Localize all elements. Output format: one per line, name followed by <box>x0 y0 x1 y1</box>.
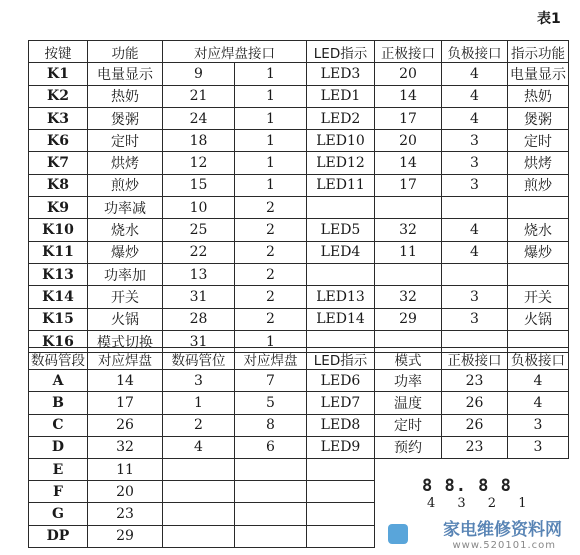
table-cell: K2 <box>29 85 88 107</box>
header-cell: 负极接口 <box>508 348 569 370</box>
table-cell <box>508 197 569 219</box>
table-cell: 定时 <box>508 130 569 152</box>
table-cell: 热奶 <box>508 85 569 107</box>
table-cell: 4 <box>163 436 235 458</box>
table-cell: E <box>29 458 88 480</box>
table-cell: 31 <box>163 286 235 308</box>
table-cell: 7 <box>235 370 307 392</box>
table-cell: 爆炒 <box>508 241 569 263</box>
table-caption: 表1 <box>537 11 561 27</box>
table-row <box>29 241 569 263</box>
seven-segment-digits: 8 8. 8 8 <box>422 476 512 496</box>
table-row <box>29 392 569 414</box>
table-cell <box>163 525 235 547</box>
table-cell: 12 <box>163 152 235 174</box>
table-row <box>29 130 569 152</box>
table-cell: 1 <box>163 392 235 414</box>
table-cell: 32 <box>375 219 442 241</box>
table-row <box>29 436 569 458</box>
table-cell: 2 <box>235 308 307 330</box>
table-cell: 4 <box>442 85 508 107</box>
table-cell: 3 <box>508 414 569 436</box>
table-cell: 26 <box>442 392 508 414</box>
table-cell: 3 <box>442 308 508 330</box>
table-cell: K9 <box>29 197 88 219</box>
header-cell: 对应焊盘 <box>88 348 163 370</box>
table-cell: 23 <box>88 503 163 525</box>
table-cell: 32 <box>375 286 442 308</box>
table-cell: 31 <box>163 330 235 352</box>
table-cell: K14 <box>29 286 88 308</box>
table-cell: D <box>29 436 88 458</box>
table-cell: LED11 <box>307 174 375 196</box>
table-cell: 定时 <box>375 414 442 436</box>
table-cell: 17 <box>375 174 442 196</box>
table-cell: C <box>29 414 88 436</box>
table-cell: 热奶 <box>88 85 163 107</box>
table-cell: K7 <box>29 152 88 174</box>
table-cell: 1 <box>235 130 307 152</box>
table-cell: 15 <box>163 174 235 196</box>
table-cell: G <box>29 503 88 525</box>
header-cell: 对应焊盘接口 <box>163 41 307 63</box>
table-row <box>29 414 569 436</box>
table-cell: 29 <box>88 525 163 547</box>
table-cell: 4 <box>508 392 569 414</box>
table-row <box>29 197 569 219</box>
table-cell: K3 <box>29 107 88 129</box>
table-cell: 煲粥 <box>88 107 163 129</box>
table-row <box>29 370 569 392</box>
table-cell: 2 <box>235 241 307 263</box>
table-row <box>29 263 569 285</box>
table-cell: 1 <box>235 152 307 174</box>
table-cell: LED1 <box>307 85 375 107</box>
table-cell: 功率加 <box>88 263 163 285</box>
table-cell: 烘烤 <box>508 152 569 174</box>
table-cell: 17 <box>375 107 442 129</box>
header-row <box>29 348 569 370</box>
table-cell: K1 <box>29 63 88 85</box>
table-cell: 23 <box>442 370 508 392</box>
table-row <box>29 286 569 308</box>
table-cell: 1 <box>235 174 307 196</box>
table-cell: 14 <box>375 152 442 174</box>
table-cell <box>307 458 375 480</box>
table-cell: 预约 <box>375 436 442 458</box>
table-cell: A <box>29 370 88 392</box>
table-cell: 11 <box>88 458 163 480</box>
table-cell: F <box>29 481 88 503</box>
table-cell: 20 <box>375 130 442 152</box>
table-cell: 13 <box>163 263 235 285</box>
watermark-text: 家电维修资料网 <box>443 520 562 540</box>
table-cell <box>307 503 375 525</box>
table-cell: K13 <box>29 263 88 285</box>
header-row <box>29 41 569 63</box>
table-cell: 9 <box>163 63 235 85</box>
header-cell: 数码管段 <box>29 348 88 370</box>
header-cell: 负极接口 <box>442 41 508 63</box>
header-cell: LED指示 <box>307 41 375 63</box>
table-cell: K10 <box>29 219 88 241</box>
table-cell: LED14 <box>307 308 375 330</box>
table-cell: 模式切换 <box>88 330 163 352</box>
table-cell: DP <box>29 525 88 547</box>
table-row <box>29 308 569 330</box>
header-cell: 模式 <box>375 348 442 370</box>
table-cell <box>442 263 508 285</box>
table-cell: 18 <box>163 130 235 152</box>
table-cell: 28 <box>163 308 235 330</box>
table-cell: 功率 <box>375 370 442 392</box>
table-cell: 3 <box>442 286 508 308</box>
table-cell <box>307 481 375 503</box>
table-cell <box>508 263 569 285</box>
table-row <box>29 85 569 107</box>
table-cell: 3 <box>442 174 508 196</box>
table-cell <box>163 458 235 480</box>
table-cell: 2 <box>235 219 307 241</box>
table-cell: 11 <box>375 241 442 263</box>
table-cell: 煎炒 <box>508 174 569 196</box>
header-cell: 对应焊盘 <box>235 348 307 370</box>
table-row <box>29 152 569 174</box>
table-cell: LED12 <box>307 152 375 174</box>
table-cell: K6 <box>29 130 88 152</box>
table-cell: 2 <box>163 414 235 436</box>
table-cell <box>235 458 307 480</box>
table-cell: 1 <box>235 107 307 129</box>
table-row <box>29 63 569 85</box>
table-cell: K11 <box>29 241 88 263</box>
table-cell: 1 <box>235 85 307 107</box>
table-cell: 10 <box>163 197 235 219</box>
table-cell: 6 <box>235 436 307 458</box>
table-cell: 32 <box>88 436 163 458</box>
table-cell: 20 <box>88 481 163 503</box>
table-cell: LED9 <box>307 436 375 458</box>
table-cell: 煎炒 <box>88 174 163 196</box>
table-cell <box>375 263 442 285</box>
table-cell: 8 <box>235 414 307 436</box>
table-cell: 火锅 <box>88 308 163 330</box>
table-cell: 23 <box>442 436 508 458</box>
table-cell <box>235 503 307 525</box>
table-cell <box>375 197 442 219</box>
table-cell <box>307 525 375 547</box>
table-cell: 开关 <box>508 286 569 308</box>
table-cell: 功率减 <box>88 197 163 219</box>
header-cell: LED指示 <box>307 348 375 370</box>
table-cell: LED3 <box>307 63 375 85</box>
key-led-table <box>28 40 569 353</box>
table-cell: 爆炒 <box>88 241 163 263</box>
table-cell <box>307 197 375 219</box>
table-cell: 21 <box>163 85 235 107</box>
table-cell: 4 <box>442 107 508 129</box>
table-cell: 26 <box>442 414 508 436</box>
table-cell: 烧水 <box>508 219 569 241</box>
digit-display-figure <box>370 462 568 554</box>
header-cell: 正极接口 <box>375 41 442 63</box>
table-cell: 4 <box>508 370 569 392</box>
table-cell: 烘烤 <box>88 152 163 174</box>
table-cell: LED8 <box>307 414 375 436</box>
table-cell <box>235 525 307 547</box>
table-cell: 温度 <box>375 392 442 414</box>
table-cell: K16 <box>29 330 88 352</box>
table-row <box>29 219 569 241</box>
table-cell: 2 <box>235 286 307 308</box>
table-cell: 电量显示 <box>508 63 569 85</box>
table-cell: 2 <box>235 197 307 219</box>
table-cell: 17 <box>88 392 163 414</box>
table-cell: 24 <box>163 107 235 129</box>
table-cell: 火锅 <box>508 308 569 330</box>
table-cell: 3 <box>508 436 569 458</box>
table-cell: 电量显示 <box>88 63 163 85</box>
table-cell: 22 <box>163 241 235 263</box>
table-cell: 1 <box>235 330 307 352</box>
table-cell: 4 <box>442 241 508 263</box>
table-cell: 29 <box>375 308 442 330</box>
table-cell: 烧水 <box>88 219 163 241</box>
table-cell: 5 <box>235 392 307 414</box>
table-cell: LED13 <box>307 286 375 308</box>
digit-position-labels: 4 3 2 1 <box>427 496 536 511</box>
table-cell: LED5 <box>307 219 375 241</box>
table-cell: LED7 <box>307 392 375 414</box>
header-cell: 数码管位 <box>163 348 235 370</box>
table-cell: K15 <box>29 308 88 330</box>
table-cell: 2 <box>235 263 307 285</box>
table-cell: 14 <box>88 370 163 392</box>
table-cell <box>235 481 307 503</box>
table-cell: 25 <box>163 219 235 241</box>
table-cell: 开关 <box>88 286 163 308</box>
table-cell: LED2 <box>307 107 375 129</box>
table-cell: 定时 <box>88 130 163 152</box>
table-cell: LED6 <box>307 370 375 392</box>
header-cell: 正极接口 <box>442 348 508 370</box>
table-cell <box>163 503 235 525</box>
table-cell: 4 <box>442 63 508 85</box>
table-cell: 14 <box>375 85 442 107</box>
table-cell: 1 <box>235 63 307 85</box>
watermark-url: www.520101.com <box>452 540 556 551</box>
header-cell: 功能 <box>88 41 163 63</box>
header-cell: 指示功能 <box>508 41 569 63</box>
watermark-logo-icon <box>388 524 408 544</box>
table-cell: K8 <box>29 174 88 196</box>
table-cell: 3 <box>442 130 508 152</box>
table-cell: LED4 <box>307 241 375 263</box>
table-row <box>29 107 569 129</box>
table-cell: LED10 <box>307 130 375 152</box>
table-cell <box>307 263 375 285</box>
table-cell: 20 <box>375 63 442 85</box>
table-cell: B <box>29 392 88 414</box>
table-cell: 3 <box>442 152 508 174</box>
table-cell: 26 <box>88 414 163 436</box>
table-cell: 煲粥 <box>508 107 569 129</box>
table-cell: 3 <box>163 370 235 392</box>
table-row <box>29 174 569 196</box>
table-cell <box>163 481 235 503</box>
table-cell: 4 <box>442 219 508 241</box>
table-cell <box>442 197 508 219</box>
header-cell: 按键 <box>29 41 88 63</box>
